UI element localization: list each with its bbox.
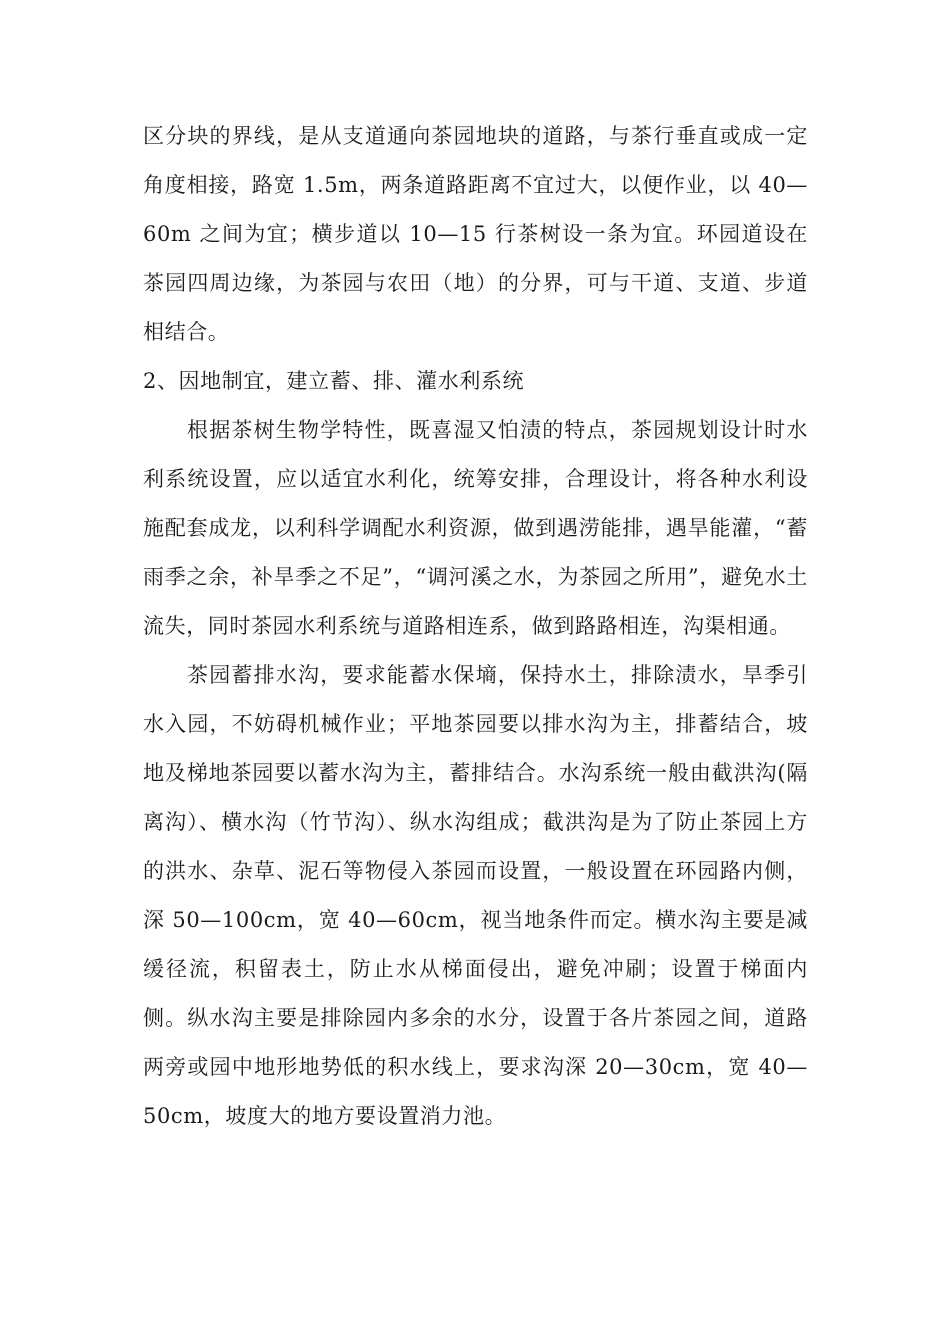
paragraph-drainage-ditches: 茶园蓄排水沟，要求能蓄水保墒，保持水土，排除渍水，旱季引水入园，不妨碍机械作业；平地茶园要以排水沟为主，排蓄结合，坡地及梯地茶园要以蓄水沟为主，蓄排结合。水沟系统一般由截洪沟(隔离沟）、横水沟（竹节沟）、纵水沟组成；截洪沟是为了防止茶园上方的洪水、杂草、泥石等物侵入茶园而设置，一般设置在环园路内侧，深 50—100cm，宽 40—60cm，视当地条件而定。横水沟主要是减缓径流，积留表土，防止水从梯面侵出，避免冲刷；设置于梯面内侧。纵水沟主要是排除园内多余的水分，设置于各片茶园之间，道路两旁或园中地形地势低的积水线上，要求沟深 20—30cm，宽 40—50cm，坡度大的地方要设置消力池。	[143, 663, 808, 1128]
document-body	[143, 112, 808, 1141]
paragraph-water-system-principles: 根据茶树生物学特性，既喜湿又怕渍的特点，茶园规划设计时水利系统设置，应以适宜水利化，统筹安排，合理设计，将各种水利设施配套成龙，以利科学调配水利资源，做到遇涝能排，遇旱能灌，“蓄雨季之余，补旱季之不足”，“调河溪之水，为茶园之所用”，避免水土流失，同时茶园水利系统与道路相连系，做到路路相连，沟渠相通。	[143, 418, 808, 638]
paragraph-road-network: 区分块的界线，是从支道通向茶园地块的道路，与茶行垂直或成一定角度相接，路宽 1.5m，两条道路距离不宜过大，以便作业，以 40—60m 之间为宜；横步道以 10—15 行茶树设一条为宜。环园道设在茶园四周边缘，为茶园与农田（地）的分界，可与干道、支道、步道相结合。	[143, 124, 808, 344]
section-heading-water-system: 2、因地制宜，建立蓄、排、灌水利系统	[143, 369, 525, 393]
